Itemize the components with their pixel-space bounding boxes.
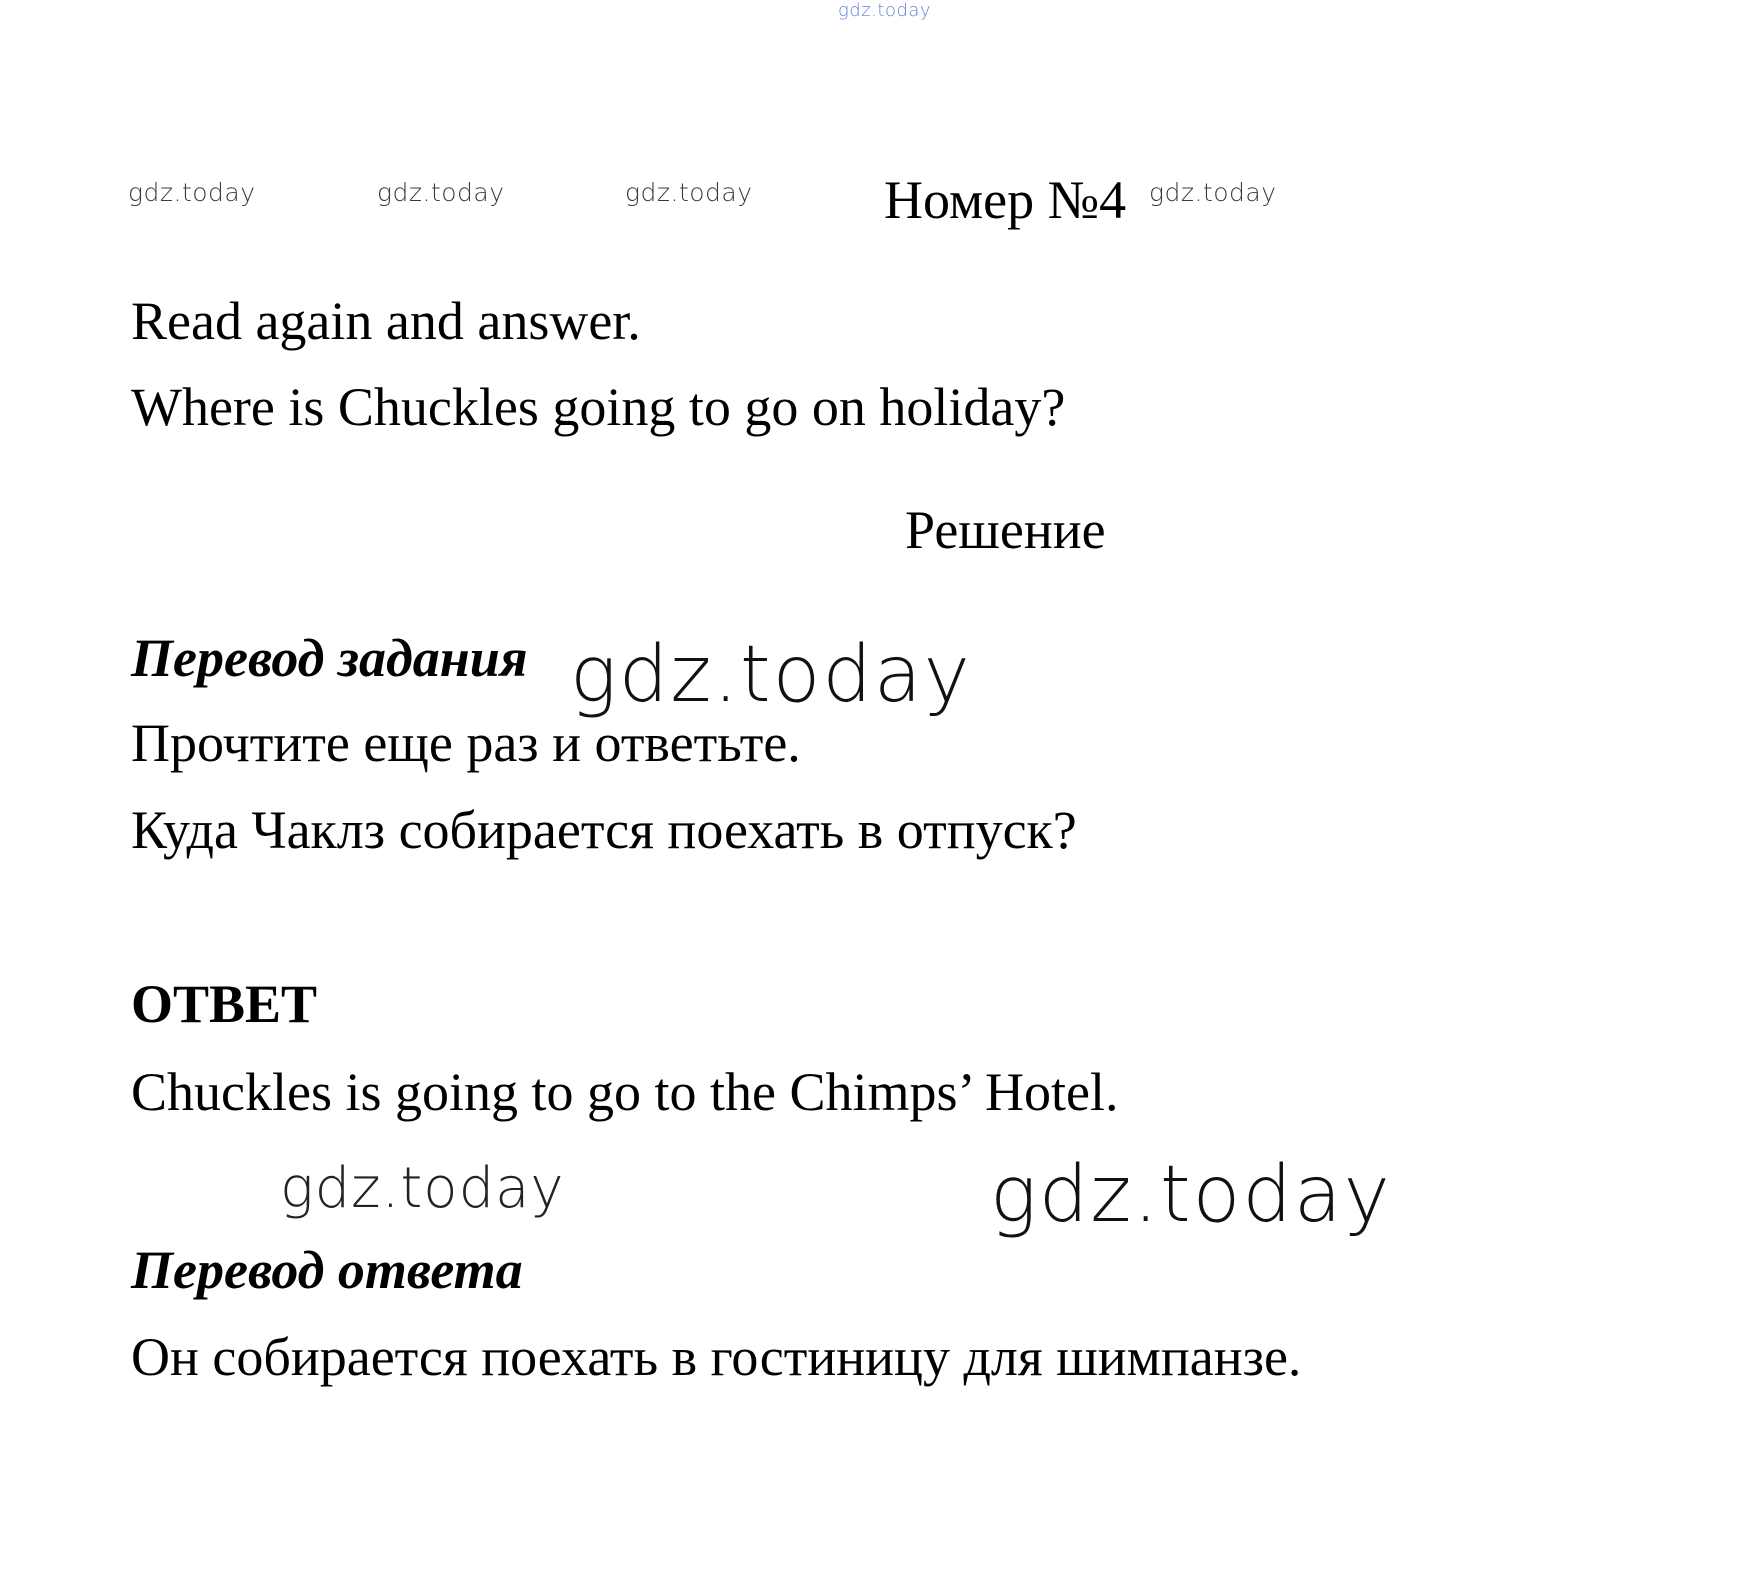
watermark-lower-left: gdz.today: [280, 1156, 565, 1221]
task-translation-line-1: Прочтите еще раз и ответьте.: [131, 713, 801, 773]
task-translation-heading: Перевод задания: [131, 628, 528, 688]
answer-translation-heading: Перевод ответа: [131, 1240, 523, 1300]
watermark-row-4: gdz.today: [1149, 178, 1277, 207]
answer-translation-text: Он собирается поехать в гостиницу для шимпанзе.: [131, 1327, 1302, 1387]
number-title: Номер №4: [884, 170, 1127, 230]
watermark-top: gdz.today: [838, 0, 932, 21]
watermark-center: gdz.today: [570, 630, 972, 720]
task-line-2: Where is Chuckles going to go on holiday?: [131, 377, 1066, 437]
watermark-row-1: gdz.today: [128, 178, 256, 207]
solution-label: Решение: [905, 500, 1106, 560]
answer-text: Chuckles is going to go to the Chimps’ Hotel.: [131, 1062, 1119, 1122]
answer-heading: ОТВЕТ: [131, 974, 318, 1034]
watermark-row-2: gdz.today: [377, 178, 505, 207]
task-line-1: Read again and answer.: [131, 291, 641, 351]
watermark-lower-right: gdz.today: [990, 1150, 1392, 1240]
task-translation-line-2: Куда Чаклз собирается поехать в отпуск?: [131, 800, 1077, 860]
watermark-row-3: gdz.today: [625, 178, 753, 207]
